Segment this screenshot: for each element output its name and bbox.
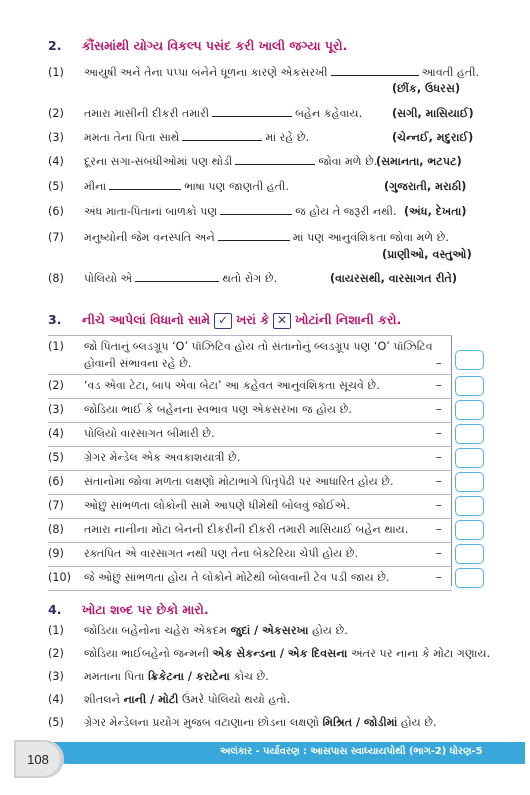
- item-number: (10): [48, 571, 71, 584]
- dash: –: [436, 427, 442, 440]
- item-number: (8): [48, 272, 64, 285]
- row-divider: [48, 566, 452, 567]
- statement-text: ‘વડ એવા ટેટા, બાપ એવા બેટા’ આ કહેવત આનુવંશિકતા સૂચવે છે.: [84, 379, 380, 392]
- item-text: મનુષ્યોની જેમ વનસ્પતિ અને: [84, 231, 215, 244]
- answer-box[interactable]: [455, 496, 484, 516]
- item-text: પોલિયો એ: [84, 272, 133, 285]
- word-choices[interactable]: મિશ્રિત / જોડીમાં: [322, 716, 398, 729]
- statement-text: પોલિયો વારસાગત બીમારી છે.: [84, 427, 215, 440]
- item-text: મમતાના પિતા: [84, 670, 149, 683]
- item-text: મીના: [84, 180, 107, 193]
- options-text: (ચેન્નઈ, મદુરાઈ): [392, 131, 474, 144]
- row-divider: [48, 398, 452, 399]
- dash: –: [436, 547, 442, 560]
- item-number: (5): [48, 180, 64, 193]
- answer-blank[interactable]: [331, 67, 419, 76]
- row-divider: [48, 446, 452, 447]
- options-text: (વાયરસથી, વારસાગત રીતે): [330, 272, 458, 285]
- dash: –: [436, 357, 442, 370]
- item-text: જ હોય તે જરૂરી નથી.: [295, 205, 397, 218]
- statement-text: ઓછું સાંભળતા લોકોની સામે આપણે ધીમેથી બોલવું જોઈએ.: [84, 499, 351, 512]
- item-number: (3): [48, 403, 64, 416]
- section-number: 4.: [48, 602, 62, 617]
- options-text: (પ્રાણીઓ, વસ્તુઓ): [382, 248, 472, 261]
- item-number: (2): [48, 107, 64, 120]
- answer-box[interactable]: [455, 448, 484, 468]
- options-text: (સમાનતા, ભટપટ): [376, 155, 462, 168]
- row-divider: [48, 518, 452, 519]
- item-text: આવતી હતી.: [421, 66, 480, 79]
- answer-box[interactable]: [455, 520, 484, 540]
- item-number: (9): [48, 547, 64, 560]
- item-text: મમતા તેના પિતા સાથે: [84, 131, 180, 144]
- item-text: જોડિયા બહેનોના ચહેરા એકદમ: [84, 624, 231, 637]
- answer-blank[interactable]: [220, 206, 292, 215]
- item-text: ગ્રેગર મેન્ડેલના પ્રયોગ મુજબ વટાણાના છોડના લક્ષણો: [84, 716, 323, 729]
- statement-text: સંતાનોમાં જોવા મળતા લક્ષણો મોટાભાગે પિતૃપેઢી પર આધારિત હોય છે.: [84, 475, 394, 488]
- answer-box[interactable]: [455, 350, 484, 370]
- row-divider: [48, 470, 452, 471]
- item-text: માં રહે છે.: [265, 131, 310, 144]
- item-number: (8): [48, 523, 64, 536]
- section-title-text: નીચે આપેલાં વિધાનો સામે: [82, 312, 211, 327]
- dash: –: [436, 499, 442, 512]
- item-number: (7): [48, 499, 64, 512]
- statement-text: હોવાની સંભાવના રહે છે.: [84, 357, 192, 370]
- options-text: (સગી, માસિયાઈ): [392, 107, 474, 120]
- answer-box[interactable]: [455, 400, 484, 420]
- item-text: જોડિયા ભાઈબહેનો જન્મની: [84, 647, 213, 660]
- answer-blank[interactable]: [218, 232, 290, 241]
- statement-text: જો પિતાનું બ્લડગ્રૂપ ‘O’ પૉઝિટિવ હોય તો સંતાનોનું બ્લડગ્રૂપ પણ ‘O’ પૉઝિટિવ: [84, 340, 433, 353]
- answer-blank[interactable]: [212, 108, 292, 117]
- item-text: કોચ છે.: [229, 670, 269, 683]
- statement-text: ગ્રેગર મેન્ડેલ એક અવકાશયાત્રી છે.: [84, 451, 241, 464]
- word-choices[interactable]: ક્રિકેટના / કરાટેના: [148, 670, 230, 683]
- dash: –: [436, 451, 442, 464]
- answer-blank[interactable]: [109, 181, 181, 190]
- options-text: (ગુજરાતી, મરાઠી): [384, 180, 467, 193]
- item-text: ઉંમરે પોલિયો થયો હતો.: [178, 693, 291, 706]
- item-text: માં પણ આનુવંશિકતા જોવા મળે છે.: [292, 231, 449, 244]
- item-number: (4): [48, 427, 64, 440]
- answer-box[interactable]: [455, 568, 484, 588]
- section-title-text: કૌંસમાંથી યોગ્ય વિકલ્પ પસંદ કરી ખાલી જગ્યા પૂરો.: [82, 38, 348, 53]
- answer-blank[interactable]: [135, 273, 219, 282]
- section-title-text: ખોટાંની નિશાની કરો.: [295, 312, 402, 327]
- dash: –: [436, 379, 442, 392]
- statement-text: તમારા નાનીના મોટાં બેનની દીકરીની દીકરી તમારી માસિયાઈ બહેન થાય.: [84, 523, 409, 536]
- item-text: શીતલને: [84, 693, 124, 706]
- item-number: (6): [48, 475, 64, 488]
- item-number: (3): [48, 131, 64, 144]
- row-divider: [48, 542, 452, 543]
- item-text: અંધ માતા-પિતાનાં બાળકો પણ: [84, 205, 218, 218]
- footer-book-title: અલંકાર - પર્યાવરણ : આસપાસ સ્વાધ્યાયપોથી (ભાગ-2) ધોરણ-5: [220, 746, 483, 757]
- statement-text: જે ઓછું સાંભળતા હોય તે લોકોને મોટેથી બોલવાની ટેવ પડી જાય છે.: [84, 571, 390, 584]
- page-number: 108: [16, 742, 60, 776]
- row-divider: [48, 590, 452, 591]
- row-divider: [48, 374, 452, 375]
- item-number: (1): [48, 624, 64, 637]
- statement-text: રક્તપિત એ વારસાગત નથી પણ તેના બેક્ટેરિયા ચેપી હોય છે.: [84, 547, 359, 560]
- dash: –: [436, 475, 442, 488]
- tick-icon: ✓: [214, 313, 232, 329]
- item-text: અંતર પર નાના કે મોટા ગણાય.: [347, 647, 491, 660]
- item-number: (5): [48, 716, 64, 729]
- section-2-title: [48, 38, 347, 54]
- item-text: દૂરના સગા-સંબંધીઓમાં પણ થોડી: [84, 155, 233, 168]
- row-divider: [48, 494, 452, 495]
- answer-blank[interactable]: [235, 156, 315, 165]
- item-number: (6): [48, 205, 64, 218]
- section-title-text: ખોટા શબ્દ પર છેકો મારો.: [82, 602, 209, 617]
- item-text: થતો રોગ છે.: [222, 272, 278, 285]
- options-text: (અંધ, દેખતા): [404, 205, 467, 218]
- answer-box[interactable]: [455, 424, 484, 444]
- section-4-title: [48, 602, 209, 618]
- item-number: (4): [48, 693, 64, 706]
- item-text: તમારા માસીની દીકરી તમારી: [84, 107, 210, 120]
- answer-box[interactable]: [455, 544, 484, 564]
- item-text: આયુષી અને તેના પપ્પા બંનેને ધૂળના કારણે એકસરખી: [84, 66, 328, 79]
- item-text: બહેન કહેવાય.: [295, 107, 363, 120]
- answer-box[interactable]: [455, 472, 484, 492]
- item-number: (7): [48, 231, 64, 244]
- row-divider: [48, 422, 452, 423]
- cross-icon: ✕: [273, 313, 291, 329]
- dash: –: [436, 403, 442, 416]
- word-choices[interactable]: નાની / મોટી: [123, 693, 179, 706]
- item-text: હોય છે.: [397, 716, 437, 729]
- item-text: હોય છે.: [308, 624, 348, 637]
- word-choices[interactable]: જુદાં / એકસરખા: [230, 624, 309, 637]
- item-number: (5): [48, 451, 64, 464]
- statement-text: જોડિયા ભાઈ કે બહેનના સ્વભાવ પણ એકસરખા જ હોય છે.: [84, 403, 352, 416]
- statement-row: [48, 340, 488, 374]
- section-number: 2.: [48, 38, 62, 53]
- section-3-title: [48, 312, 401, 329]
- item-number: (1): [48, 66, 64, 79]
- item-text: ભાષા પણ જાણતી હતી.: [184, 180, 289, 193]
- word-choices[interactable]: એક સેકન્ડના / એક દિવસના: [212, 647, 348, 660]
- answer-box[interactable]: [455, 376, 484, 396]
- item-text: જોવા મળે છે.: [318, 155, 378, 168]
- item-number: (2): [48, 647, 64, 660]
- item-number: (4): [48, 155, 64, 168]
- item-number: (1): [48, 340, 64, 353]
- answer-blank[interactable]: [182, 132, 262, 141]
- row-divider: [48, 335, 452, 336]
- section-number: 3.: [48, 312, 62, 327]
- dash: –: [436, 571, 442, 584]
- options-text: (છીંક, ઉધરસ): [392, 82, 461, 95]
- item-number: (2): [48, 379, 64, 392]
- item-number: (3): [48, 670, 64, 683]
- section-title-text: ખરાં કે: [236, 312, 270, 327]
- dash: –: [436, 523, 442, 536]
